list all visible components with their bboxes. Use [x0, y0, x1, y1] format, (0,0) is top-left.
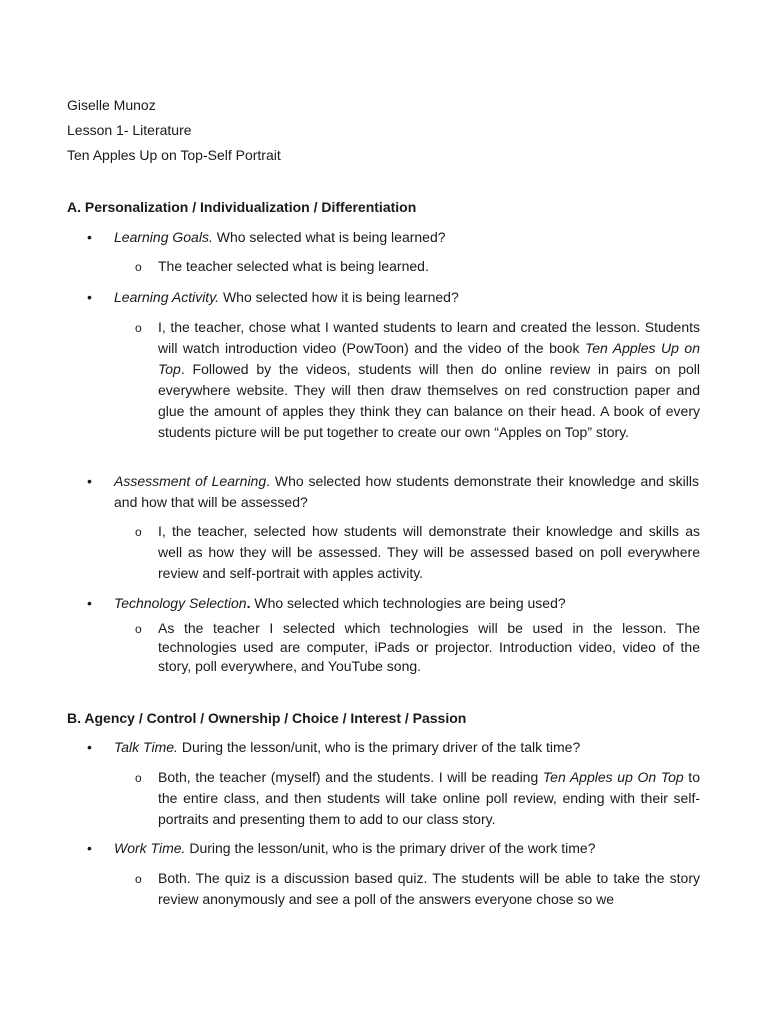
- document-header: [67, 93, 281, 168]
- item-question: During the lesson/unit, who is the primary driver of the work time?: [185, 840, 596, 856]
- item-label: Talk Time.: [114, 739, 178, 755]
- sub-bullet-marker: o: [135, 771, 142, 785]
- book-title: Ten Apples up On Top: [542, 769, 684, 785]
- bullet-technology: [87, 593, 699, 614]
- answer-text: The teacher selected what is being learned.: [158, 258, 429, 274]
- bullet-talk-time: [87, 737, 699, 758]
- lesson-label: Lesson 1- Literature: [67, 122, 192, 138]
- answer-assessment: [135, 521, 700, 584]
- answer-text: As the teacher I selected which technologies will be used in the lesson. The technologies used are computer, iPads or projector. Introduction video, video of the story, poll everywhere, and YouTube song.: [158, 620, 700, 674]
- sub-bullet-marker: o: [135, 260, 142, 274]
- section-b-heading: B. Agency / Control / Ownership / Choice / Interest / Passion: [67, 710, 467, 726]
- author-name: Giselle Munoz: [67, 97, 156, 113]
- bullet-marker: •: [87, 840, 92, 856]
- item-question: Who selected how it is being learned?: [219, 289, 459, 305]
- bullet-marker: •: [87, 739, 92, 755]
- answer-text-part1: Both, the teacher (myself) and the students. I will be reading: [158, 769, 543, 785]
- sub-bullet-marker: o: [135, 872, 142, 886]
- book-title: Ten Apples Up on Top: [158, 340, 700, 377]
- item-question: Who selected which technologies are being used?: [250, 595, 566, 611]
- item-label-suffix: .: [246, 595, 251, 611]
- bullet-marker: •: [87, 289, 92, 305]
- item-question: During the lesson/unit, who is the primary driver of the talk time?: [177, 739, 581, 755]
- bullet-learning-activity: [87, 287, 699, 308]
- item-question: . Who selected how students demonstrate their knowledge and skills and how that will be assessed?: [114, 473, 699, 510]
- sub-bullet-marker: o: [135, 321, 142, 335]
- item-question: Who selected what is being learned?: [212, 229, 446, 245]
- item-label: Assessment of Learning: [114, 473, 267, 489]
- answer-text-part2: . Followed by the videos, students will then do online review in pairs on poll everywhere website. They will then draw themselves on red construction paper and glue the amount of apples they think they can balance on their head. A book of every students picture will be put together to create our own “Apples on Top” story.: [158, 361, 700, 440]
- answer-text-part2: to the entire class, and then students will take online poll review, ending with their self-portraits and presenting them to add to our class story.: [158, 769, 700, 827]
- lesson-title: Ten Apples Up on Top-Self Portrait: [67, 147, 281, 163]
- answer-talk-time: [135, 767, 700, 830]
- bullet-marker: •: [87, 595, 92, 611]
- item-label: Learning Goals.: [114, 229, 213, 245]
- answer-text-part1: I, the teacher, chose what I wanted students to learn and created the lesson. Students will watch introduction video (PowToon) and the video of the book: [158, 319, 700, 356]
- answer-work-time: [135, 868, 700, 910]
- answer-text: I, the teacher, selected how students will demonstrate their knowledge and skills as well as how they will be assessed. They will be assessed based on poll everywhere review and self-portrait with apples activity.: [158, 523, 700, 581]
- answer-technology: [135, 619, 700, 676]
- sub-bullet-marker: o: [135, 525, 142, 539]
- bullet-marker: •: [87, 229, 92, 245]
- item-label: Technology Selection: [114, 595, 247, 611]
- item-label: Learning Activity.: [114, 289, 220, 305]
- answer-text: Both. The quiz is a discussion based quiz. The students will be able to take the story review anonymously and see a poll of the answers everyone chose so we: [158, 870, 700, 907]
- bullet-learning-goals: [87, 227, 699, 248]
- section-a-heading: A. Personalization / Individualization / Differentiation: [67, 199, 417, 215]
- answer-learning-goals: [135, 256, 700, 277]
- answer-learning-activity: [135, 317, 700, 443]
- bullet-assessment: [87, 471, 699, 513]
- sub-bullet-marker: o: [135, 622, 142, 636]
- item-label: Work Time.: [114, 840, 186, 856]
- bullet-work-time: [87, 838, 699, 859]
- bullet-marker: •: [87, 473, 92, 489]
